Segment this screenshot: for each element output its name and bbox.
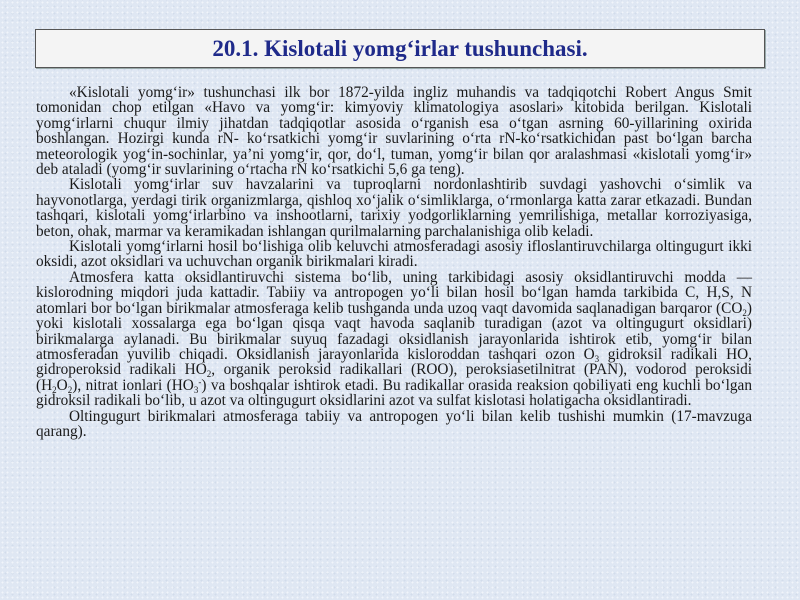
superscript-minus: - bbox=[198, 376, 202, 387]
paragraph-4-text-6: ), nitrat ionlari (HO bbox=[72, 376, 194, 394]
paragraph-4-text-1: Atmosfera katta oksidlantiruvchi sistema bo‘lib, uning tarkibidagi asosiy oksidlantiruvchi modda — kislorodning miqdori juda kattadir. Tabiiy va antropogen yo‘li bilan hosil bo‘lgan hamda tarkibida C, H,S, N atomlari bor bo‘lgan birikmalar atmosferaga kelib tushganda unda uzoq vaqt davomida saqlanadigan barqaror (CO bbox=[36, 268, 752, 317]
paragraph-3: Kislotali yomg‘irlarni hosil bo‘lishiga olib keluvchi atmosferadagi asosiy ifloslantiruvchilarga oltingugurt ikki oksidi, azot oksidlari va uchuvchan organik birikmalari kiradi. bbox=[36, 238, 752, 271]
subscript-ho2: 2 bbox=[206, 369, 212, 380]
body-text bbox=[36, 85, 752, 439]
title-box bbox=[35, 29, 765, 68]
paragraph-4 bbox=[36, 270, 752, 409]
subscript-ho3: 3 bbox=[193, 384, 199, 395]
paragraph-1: «Kislotali yomg‘ir» tushunchasi ilk bor 1872-yilda ingliz muhandis va tadqiqotchi Robert Angus Smit tomonidan chop etilgan «Havo va yomg‘ir: kimyoviy klimatologiya asoslari» kitobida berilgan. Kislotali yomg‘irlarni chuqur ilmiy jihatdan tadqiqotlar asosida o‘rganish esa o‘tgan asrning 60-yillarining oxirida boshlangan. Hozirgi kunda rN- ko‘rsatkichi yomg‘ir suvlarining o‘rta rN-ko‘rsatkichidan past bo‘lgan barcha meteorologik yog‘in-sochinlar, ya’ni yomg‘ir, qor, do‘l, tuman, yomg‘ir bilan qor aralashmasi «kislotali yomg‘ir» deb ataladi (yomg‘ir suvlarining o‘rtacha rN ko‘rsatkichi 5,6 ga teng). bbox=[36, 84, 752, 179]
paragraph-5: Oltingugurt birikmalari atmosferaga tabiiy va antropogen yo‘li bilan kelib tushishi mumkin (17-mavzuga qarang). bbox=[36, 407, 752, 440]
paragraph-4-text-3: gidroksil radikali HO, gidroperoksid radikali HO bbox=[36, 345, 752, 379]
paragraph-4-text-5: O bbox=[56, 376, 68, 394]
paragraph-4-text-7: ) va boshqalar ishtirok etadi. Bu radikallar orasida reaksion qobiliyati eng kuchli bo‘lgan gidroksil radikali bo‘lib, u azot va oltingugurt oksidlarini azot va sulfat kislotasi holatigacha oksidlantiradi. bbox=[36, 376, 752, 410]
subscript-o3: 3 bbox=[594, 353, 600, 364]
subscript-h2: 2 bbox=[52, 384, 57, 395]
page-title: 20.1. Kislotali yomg‘irlar tushunchasi. bbox=[212, 35, 588, 61]
subscript-co2: 2 bbox=[742, 307, 747, 318]
paragraph-4-text-4: , organik peroksid radikallari (ROO), peroksiasetilnitrat (PAN), vodorod peroksidi (H bbox=[36, 361, 752, 394]
subscript-o2: 2 bbox=[67, 384, 73, 395]
paragraph-2: Kislotali yomg‘irlar suv havzalarini va tuproqlarni nordonlashtirib suvdagi yashovchi o‘simlik va hayvonotlarga, yerdagi tirik organizmlarga, qishloq xo‘jalik o‘simliklarga, o‘rmonlarga katta zarar etkazadi. Bundan tashqari, kislotali yomg‘irlarbino va inshootlarni, tarixiy yodgorliklarning yemrilishiga, metallar korroziyasiga, beton, ohak, marmar va keramikadan ishlangan qurilmalarning parchalanishiga olib keladi. bbox=[36, 176, 752, 240]
paragraph-4-text-2: ) yoki kislotali xossalarga ega bo‘lgan qisqa vaqt havoda saqlanib turadigan (azot va oltingugurt oksidlari) birikmalarga aylanadi. Bu birikmalar suyuq fazadagi oksidlanish jarayonlarida ishtirok etib, yomg‘ir bilan atmosferadan yuvilib chiqadi. Oksidlanish jarayonlarida kisloroddan tashqari ozon O bbox=[36, 299, 752, 363]
